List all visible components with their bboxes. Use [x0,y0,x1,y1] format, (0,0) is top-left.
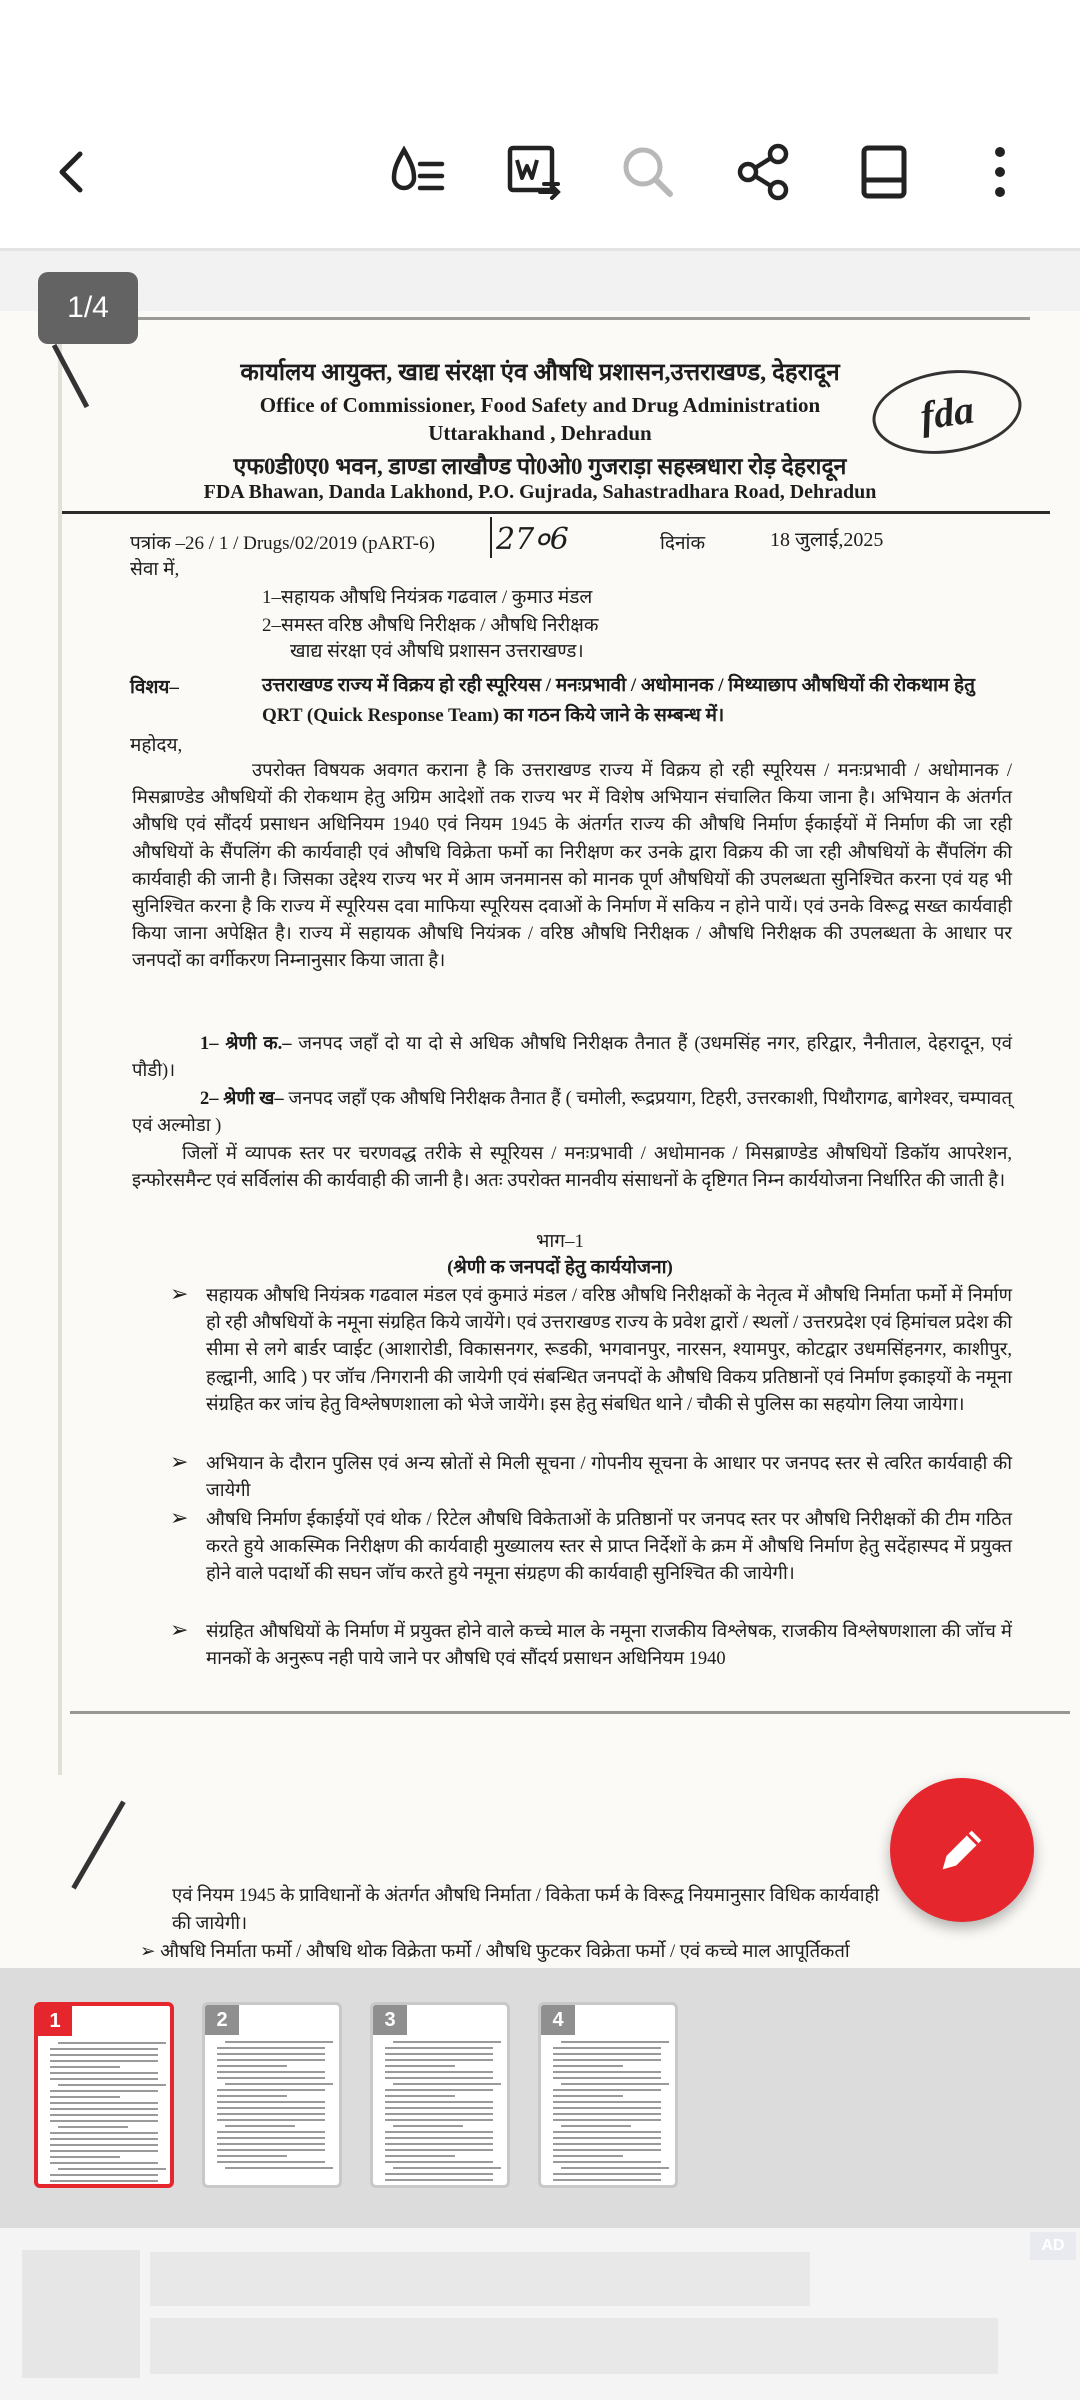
part-subtitle: (श्रेणी क जनपदों हेतु कार्ययोजना) [447,1257,673,1278]
thumbnail-text-line [50,2114,158,2116]
thumbnail-text-line [217,2059,325,2061]
thumbnail-text-line [217,2071,325,2073]
thumbnail-text-line [553,2101,661,2103]
page-indicator: 1/4 [38,272,138,344]
thumbnail-text-line [217,2089,325,2091]
thumbnail-text-line [225,2167,333,2169]
thumbnail-text-line [225,2083,333,2085]
category-1: 1– श्रेणी क.– जनपद जहॉं दो या दो से अधिक औषधि निरीक्षक तैनात हैं (उधमसिंह नगर, हरिद्वार, नैनीताल, देहरादून, एवं पौडी)। [132,1034,1012,1082]
header-english-2: Uttarakhand , Dehradun [428,421,652,445]
thumbnail-text-line [553,2077,661,2079]
thumbnail-text-line [50,2120,158,2122]
thumbnail-text-line [385,2071,493,2073]
word-convert-icon[interactable] [492,130,576,214]
ad-text-placeholder [150,2252,810,2306]
header-hindi-address: एफ0डी0ए0 भवन, डाण्डा लाखौण्ड पो0ओ0 गुजराड़ा सहस्त्रधारा रोड़ देहरादून [233,454,847,479]
thumbnail-text-line [553,2095,623,2097]
thumbnail-text-line [385,2101,493,2103]
fda-logo: fda [867,361,1027,463]
page2-text-line: ➢ औषधि निर्माता फर्मो / औषधि थोक विक्रेता फर्मो / औषधि फुटकर विक्रेता फर्मो / एवं कच्चे माल आपूर्तिकर्ता [140,1942,850,1962]
header-rule [62,511,1050,514]
thumbnail-text-line [217,2107,325,2109]
thumbnail-text-line [385,2107,493,2109]
reference-number: पत्रांक –26 / 1 / Drugs/02/2019 (pART-6) [130,533,435,554]
page-thumbnail-strip [0,1968,1080,2228]
thumbnail-text-line [50,2102,158,2104]
thumbnail-text-line [553,2143,661,2145]
thumbnail-text-line [553,2107,661,2109]
thumbnail-text-line [553,2179,661,2181]
thumbnail-text-line [217,2065,287,2067]
thumbnail-text-line [553,2065,623,2067]
ad-text-placeholder [150,2318,998,2374]
thumbnail-text-line [50,2138,158,2140]
thumbnail-text-line [553,2059,661,2061]
thumbnail-text-line [561,2125,631,2127]
thumbnail-text-line [393,2083,501,2085]
bullet-marker: ➢ [170,1449,189,1474]
thumbnail-text-line [553,2113,661,2115]
thumbnail-text-line [393,2041,501,2043]
addressee-line: खाद्य संरक्षा एवं औषधि प्रशासन उत्तराखण्ड। [290,641,584,662]
bullet-marker: ➢ [170,1617,189,1642]
thumbnail-text-line [50,2132,158,2134]
thumbnail-text-line [553,2047,661,2049]
thumbnail-text-line [225,2125,295,2127]
thumbnail-text-line [385,2119,493,2121]
subject-label: विशय– [130,677,179,698]
salutation: महोदय, [130,735,183,756]
bullet-item: अभियान के दौरान पुलिस एवं अन्य स्रोतों से मिली सूचना / गोपनीय सूचना के आधार पर जनपद स्तर से त्वरित कार्यवाही की जायेगी [206,1454,1012,1502]
thumbnail-text-line [553,2071,661,2073]
more-vert-icon[interactable] [958,130,1042,214]
page2-text-line: एवं नियम 1945 के प्राविधानों के अंतर्गत औषधि निर्माता / विकेता फर्म के विरूद्व नियमानुसार विधिक कार्यवाही [172,1886,880,1906]
thumbnail-text-line [50,2078,158,2080]
thumbnail-text-line [50,2150,158,2152]
thumbnail-text-line [393,2167,501,2169]
thumbnail-text-line [553,2119,661,2121]
thumbnail-text-line [217,2161,325,2163]
ad-image-placeholder [22,2250,140,2378]
ink-drop-list-icon[interactable] [376,130,460,214]
thumbnail-text-line [385,2095,455,2097]
share-icon[interactable] [722,130,806,214]
bullet-marker: ➢ [170,1281,189,1306]
thumbnail-text-line [50,2180,158,2182]
thumbnail-text-line [50,2090,158,2092]
thumbnail-text-line [553,2137,661,2139]
thumbnail-text-line [58,2042,166,2044]
thumbnail-text-line [50,2066,120,2068]
thumbnail-text-line [385,2077,493,2079]
thumbnail-text-line [217,2149,325,2151]
scan-edge [58,331,62,1951]
thumbnail-text-line [553,2131,661,2133]
thumbnail-text-line [561,2167,669,2169]
date-value: 18 जुलाई,2025 [770,529,884,551]
thumbnail-text-line [385,2143,493,2145]
thumbnail-text-line [50,2096,120,2098]
scanned-letter [0,311,1080,1961]
document-viewer[interactable] [0,251,1080,1966]
thumbnail-text-line [553,2089,661,2091]
thumbnail-text-line [385,2149,493,2151]
thumbnail-text-line [50,2156,120,2158]
addressee-line: 1–सहायक औषधि नियंत्रक गढवाल / कुमाउ मंडल [262,587,593,608]
subject-text: उत्तराखण्ड राज्य में विक्रय हो रही स्पूरियस / मनःप्रभावी / अधोमानक / मिथ्याछाप औषधियों की रोकथाम हेतु QRT (Quick Response Team) का गठन किये जाने के सम्बन्ध में। [262,675,975,726]
thumbnail-text-line [385,2161,493,2163]
thumbnail-text-line [553,2053,661,2055]
thumbnail-text-line [50,2072,158,2074]
thumbnail-text-line [553,2149,661,2151]
handwritten-number: 27०6 [490,517,569,558]
thumbnail-page-1[interactable]: 1 [34,2002,174,2188]
edit-button[interactable] [890,1778,1034,1922]
thumbnail-text-line [385,2059,493,2061]
bullet-item: सहायक औषधि नियंत्रक गढवाल मंडल एवं कुमाउं मंडल / वरिष्ठ औषधि निरीक्षकों के नेतृत्व में औषधि निर्माता फर्मो में निर्माण हो रही औषधियों के नमूना संग्रहित किये जायेंगे। एवं उत्तराखण्ड राज्य के प्रवेश द्वारों / स्थलों / उत्तरप्रदेश एवं हिमांचल प्रदेश की सीमा से लगे बार्डर प्वाईट (आशारोडी, विकासनगर, रूडकी, भगवानपुर, नारसन, श्यामपुर, कोटद्वार उधमसिंहनगर, काशीपुर, हल्द्वानी, आदि ) पर जॉच /निगरानी की जायेगी एवं संबन्धित जनपदों के औषधि विकय प्रतिष्ठानों एवं निर्माण इकाइयों के नमूना संग्रहित कर जांच हेतु विश्लेषणशाला को भेजे जायेंगे। इस हेतु संबधित थाने / चौकी से पुलिस का सहयोग लिया जायेगा। [206,1286,1012,1415]
thumbnail-text-line [50,2060,158,2062]
top-toolbar [0,90,1080,250]
thumbnail-text-line [217,2053,325,2055]
thumbnail-text-line [385,2155,455,2157]
thumbnail-text-line [217,2137,325,2139]
bullet-item: संग्रहित औषधियों के निर्माण में प्रयुक्त होने वाले कच्चे माल के नमूना राजकीय विश्लेषक, राजकीय विश्लेषणशाला की जॉच में मानकों के अनुरूप नही पाये जाने पर औषधि एवं सौंदर्य प्रसाधन अधिनियम 1940 [206,1622,1012,1670]
thumbnail-text-line [561,2083,669,2085]
thumbnail-text-line [393,2125,463,2127]
body-paragraph: उपरोक्त विषयक अवगत कराना है कि उत्तराखण्ड राज्य में विक्रय हो रही स्पूरियस / मनःप्रभावी / अधोमानक / मिसब्राण्डेड औषधियों की रोकथाम हेतु अग्रिम आदेशों तक राज्य भर में विशेष अभियान संचालित किया जाना है। अभियान के अंतर्गत औषधि एवं सौंदर्य प्रसाधन अधिनियम 1940 एवं नियम 1945 के अंतर्गत राज्य की औषधि निर्माण ईकाईयों में निर्माण की जा रही औषधियों के सैंपलिंग की कार्यवाही एवं औषधि विक्रेता फर्मो का निरीक्षण कर उनके द्वारा विक्रय की जा रही औषधियों के सैंपलिंग की कार्यवाही की जानी है। जिसका उद्देश्य राज्य भर में आम जनमानस को मानक पूर्ण औषधियों की उपलब्धता सुनिश्चित करना एवं यह भी सुनिश्चित करना है कि राज्य में स्पूरियस दवा माफिया स्पूरियस दवाओं के निर्माण में सकिय न होने पायें। एवं उनके विरूद्व सख्त कार्यवाही किया जाना अपेक्षित है। राज्य में सहायक औषधि नियंत्रक / वरिष्ठ औषधि निरीक्षक / औषधि निरीक्षक की उपलब्धता के आधार पर जनपदों का वर्गीकरण निम्नानुसार किया जाता है। [132,761,1012,972]
category-2: 2– श्रेणी ख– जनपद जहॉं एक औषधि निरीक्षक तैनात हैं ( चमोली, रूद्रप्रयाग, टिहरी, उत्तरकाशी, पिथौरागढ, बागेश्वर, चम्पावत् एवं अल्मोडा ) [132,1089,1013,1137]
page2-text-line: की जायेगी। [172,1914,248,1934]
thumbnail-text-line [58,2168,166,2170]
thumbnail-text-line [217,2113,325,2115]
thumbnail-text-line [553,2173,661,2175]
thumbnail-text-line [217,2155,287,2157]
ad-badge: AD [1030,2232,1076,2260]
thumbnail-text-line [385,2089,493,2091]
book-icon[interactable] [842,130,926,214]
thumbnail-text-line [50,2174,158,2176]
thumbnail-text-line [385,2137,493,2139]
thumbnail-text-line [58,2084,166,2086]
thumbnail-page-2[interactable]: 2 [202,2002,342,2188]
part-title: भाग–1 [536,1231,584,1252]
scan-edge [100,317,1030,320]
thumbnail-text-line [225,2041,333,2043]
thumbnail-text-line [217,2143,325,2145]
thumbnail-text-line [217,2131,325,2133]
thumbnail-page-3[interactable]: 3 [370,2002,510,2188]
thumbnail-text-line [217,2095,287,2097]
thumbnail-text-line [553,2155,623,2157]
document-page-1 [0,311,1080,1961]
thumbnail-text-line [385,2053,493,2055]
thumbnail-text-line [50,2108,158,2110]
pencil-icon [931,1819,993,1881]
thumbnail-text-line [385,2179,493,2181]
back-arrow-icon[interactable] [30,130,114,214]
thumbnail-text-line [385,2047,493,2049]
thumbnail-text-line [553,2161,661,2163]
thumbnail-text-line [217,2077,325,2079]
thumbnail-text-line [217,2119,325,2121]
bullet-marker: ➢ [170,1505,189,1530]
thumbnail-page-4[interactable]: 4 [538,2002,678,2188]
thumbnail-text-line [58,2126,128,2128]
thumbnail-text-line [50,2144,158,2146]
thumbnail-text-line [50,2048,158,2050]
header-hindi: कार्यालय आयुक्त, खाद्य संरक्षा एंव औषधि प्रशासन,उत्तराखण्ड, देहरादून [240,360,840,386]
thumbnail-text-line [50,2162,158,2164]
thumbnail-text-line [385,2065,455,2067]
bullet-item: औषधि निर्माण ईकाईयों एवं थोक / रिटेल औषधि विकेताओं के प्रतिष्ठानों पर जनपद स्तर पर औषधि निरीक्षकों की टीम गठित करते हुये आकस्मिक निरीक्षण की कार्यवाही मुख्यालय स्तर से प्राप्त निर्देशों के क्रम में औषधि निर्माण हेतु सदेंहास्पद में प्रयुक्त होने वाले पदार्थो की सघन जॉच करते हुये नमूना संग्रहण की कार्यवाही सुनिश्चित की जायेगी। [206,1510,1012,1585]
thumbnail-text-line [217,2047,325,2049]
search-icon[interactable] [606,130,690,214]
to-label: सेवा में, [130,559,180,580]
thumbnail-text-line [385,2113,493,2115]
thumbnail-text-line [385,2131,493,2133]
date-label: दिनांक [660,533,706,554]
thumbnail-text-line [385,2173,493,2175]
addressee-line: 2–समस्त वरिष्ठ औषधि निरीक्षक / औषधि निरीक्षक [262,615,599,636]
header-english-1: Office of Commissioner, Food Safety and Drug Administration [259,393,821,417]
thumbnail-text-line [561,2041,669,2043]
pen-mark [71,1800,125,1889]
thumbnail-text-line [217,2101,325,2103]
thumbnail-text-line [50,2054,158,2056]
body-paragraph-2: जिलों में व्यापक स्तर पर चरणवद्ध तरीके से स्पूरियस / मनःप्रभावी / अधोमानक / मिसब्राण्डेड औषधियों डिकॉय आपरेशन, इन्फोरसमैन्ट एवं सर्विलांस की कार्यवाही की जानी है। अतः उपरोक्त मानवीय संसाधनों के दृष्टिगत निम्न कार्ययोजना निर्धारित की जाती है। [132,1144,1012,1192]
scan-edge [70,1711,1070,1714]
header-english-address: FDA Bhawan, Danda Lakhond, P.O. Gujrada, Sahastradhara Road, Dehradun [203,481,877,503]
